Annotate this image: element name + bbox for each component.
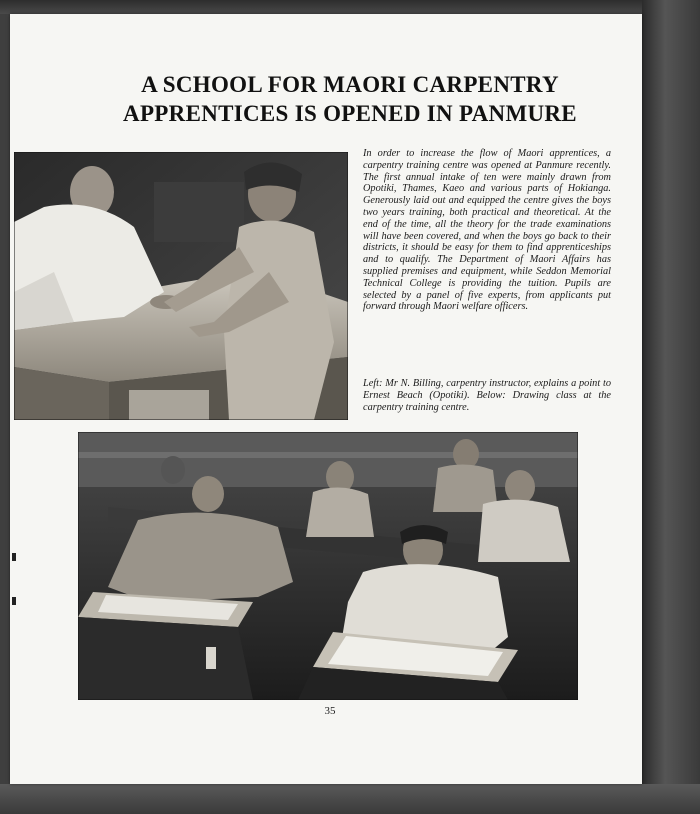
headline-line-2: APPRENTICES IS OPENED IN PANMURE	[123, 101, 577, 126]
page-number: 35	[324, 705, 336, 717]
scan-edge-bottom	[0, 784, 700, 814]
article-body: In order to increase the flow of Maori apprentices, a carpentry training centre was opened at Panmure recently. The first annual intake of ten were mainly drawn from Opotiki, Thames, Kaeo and various parts of Hokianga. Generously laid out and equipped the centre gives the boys two years training, both practical and theoretical. At the end of the time, all the theory for the trade examinations will have been covered, and when the boys go back to their districts, it should be easy for them to find apprenticeships and to qualify. The Department of Maori Affairs has supplied premises and equipment, while Seddon Memorial Technical College is providing the tuition. Pupils are selected by a panel of five experts, from applicants put forward through Maori welfare officers.	[363, 148, 611, 313]
photo-instructor-and-apprentice	[14, 152, 348, 420]
photo-drawing-class-image	[78, 432, 578, 700]
headline-line-1: A SCHOOL FOR MAORI CARPENTRY	[141, 72, 559, 97]
photo-caption: Left: Mr N. Billing, carpentry instructor, explains a point to Ernest Beach (Opotiki). Below: Drawing class at the carpentry training centre.	[363, 378, 611, 413]
margin-mark	[12, 597, 16, 605]
scan-edge-right	[642, 0, 700, 814]
photo-instructor-and-apprentice-image	[14, 152, 348, 420]
article-headline	[60, 70, 640, 128]
margin-mark	[12, 553, 16, 561]
scan-edge-top	[0, 0, 700, 14]
photo-drawing-class	[78, 432, 578, 700]
